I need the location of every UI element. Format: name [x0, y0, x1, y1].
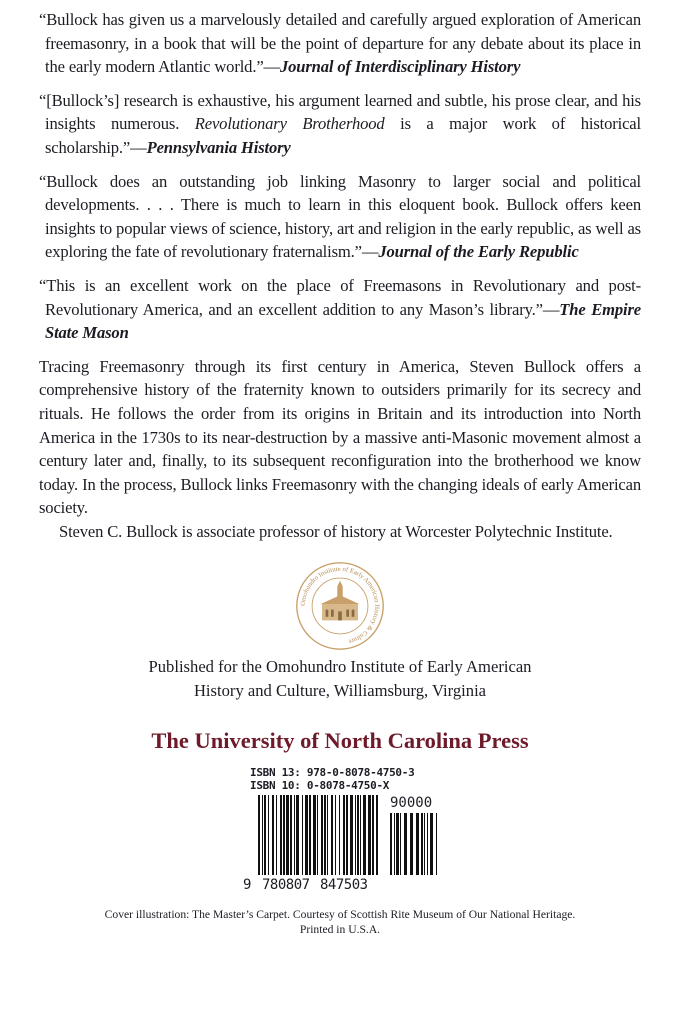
barcode-bar — [343, 795, 345, 875]
cover-credit — [0, 907, 680, 937]
barcode-bar — [305, 795, 308, 875]
barcode-bar — [394, 813, 395, 875]
barcode-bar — [286, 795, 289, 875]
price-code: 90000 — [390, 794, 433, 811]
barcode-bar — [355, 795, 356, 875]
barcode-digits-right: 847503 — [320, 876, 368, 893]
barcode-bar — [309, 795, 311, 875]
barcode-bar — [357, 795, 359, 875]
barcode-bars — [240, 767, 440, 893]
barcode-bar — [262, 795, 263, 875]
cover-illustration-credit: Cover illustration: The Master’s Carpet. Courtesy of Scottish Rite Museum of Our National Heritage. — [104, 907, 576, 921]
quote-text: “Bullock has given us a marvelously detailed and carefully argued exploration of American freemasonry, in a book that will be the point of departure for any debate about its place in the early modern Atlantic world.”— — [39, 10, 641, 77]
barcode-bar — [335, 795, 336, 875]
svg-text:Omohundro Institute of Early A: Omohundro Institute of Early American History & Culture — [299, 566, 381, 646]
barcode-bar — [396, 813, 399, 875]
barcode-bar — [321, 795, 323, 875]
isbn-barcode — [240, 767, 440, 893]
barcode-bar — [258, 795, 260, 875]
barcode-bar — [404, 813, 407, 875]
barcode-bar — [368, 795, 371, 875]
barcode-bar — [290, 795, 292, 875]
quote-source: Pennsylvania History — [146, 137, 291, 157]
barcode-bar — [346, 795, 348, 875]
barcode-bar — [331, 795, 333, 875]
barcode-bar — [339, 795, 340, 875]
barcode-bar — [427, 813, 428, 875]
barcode-bar — [324, 795, 326, 875]
barcode-bar — [296, 795, 299, 875]
quote-text: is a major work of historical scholarship.”— — [45, 114, 641, 157]
barcode-bar — [283, 795, 285, 875]
review-quote-3 — [39, 170, 641, 264]
barcode-bar — [313, 795, 316, 875]
barcode-bar — [430, 813, 433, 875]
barcode-bar — [302, 795, 303, 875]
barcode-bar — [390, 813, 392, 875]
review-quote-4 — [39, 274, 641, 345]
barcode-bar — [264, 795, 266, 875]
printed-in: Printed in U.S.A. — [299, 922, 381, 936]
barcode-digits-left: 780807 — [262, 876, 310, 893]
barcode-bar — [363, 795, 366, 875]
omohundro-institute-logo — [295, 561, 385, 651]
review-quote-2 — [39, 89, 641, 160]
barcode-digit-first: 9 — [243, 876, 252, 893]
isbn-10: ISBN 10: 0-8078-4750-X — [250, 778, 390, 792]
barcode-bar — [350, 795, 353, 875]
published-for-note — [0, 655, 680, 702]
barcode-bar — [360, 795, 361, 875]
barcode-bar — [416, 813, 419, 875]
barcode-bar — [421, 813, 423, 875]
barcode-bar — [436, 813, 437, 875]
book-title: Revolutionary Brotherhood — [194, 114, 385, 134]
quote-source: The Empire State Mason — [45, 299, 641, 343]
quote-text: “This is an excellent work on the place of Freemasons in Revolutionary and post-Revolutionary America, and an excellent addition to any Mason’s library.”— — [39, 275, 641, 319]
barcode-bar — [280, 795, 282, 875]
barcode-bar — [294, 795, 295, 875]
barcode-bar — [400, 813, 401, 875]
barcode-bar — [372, 795, 374, 875]
review-quote-1 — [39, 8, 641, 79]
quote-text: “Bullock does an outstanding job linking Masonry to larger social and political developments. . . . There is much to learn in this eloquent book. Bullock offers keen insights to popular views of science, history, art and religion in the early republic, as well as exploring the fate of revolutionary fraternalism.”— — [39, 171, 641, 262]
barcode-bar — [410, 813, 413, 875]
barcode-bar — [276, 795, 277, 875]
barcode-bar — [327, 795, 328, 875]
barcode-bar — [317, 795, 318, 875]
author-bio: Steven C. Bullock is associate professor of history at Worcester Polytechnic Institute. — [59, 521, 613, 541]
barcode-bar — [424, 813, 425, 875]
quote-text: “[Bullock’s] research is exhaustive, his argument learned and subtle, his prose clear, and his insights numerous. — [39, 90, 641, 134]
publisher-name: The University of North Carolina Press — [151, 727, 529, 753]
book-description: Tracing Freemasonry through its first century in America, Steven Bullock offers a comprehensive history of the fraternity known to outsiders primarily for its secrecy and rituals. He follows the order from its origins in Britain and its introduction into North America in the 1730s to its near-destruction by a massive anti-Masonic movement almost a century later and, finally, to its subsequent reconfiguration into the brotherhood we know today. In the process, Bullock links Freemasonry with the changing ideals of early American society. — [39, 356, 641, 518]
barcode-bar — [268, 795, 269, 875]
quote-source: Journal of Interdisciplinary History — [279, 57, 521, 77]
barcode-bar — [376, 795, 378, 875]
published-line-2: History and Culture, Williamsburg, Virginia — [193, 681, 487, 701]
published-line-1: Published for the Omohundro Institute of Early American — [148, 657, 532, 677]
barcode-bar — [272, 795, 274, 875]
quote-source: Journal of the Early Republic — [378, 242, 579, 262]
isbn-13: ISBN 13: 978-0-8078-4750-3 — [250, 765, 415, 779]
